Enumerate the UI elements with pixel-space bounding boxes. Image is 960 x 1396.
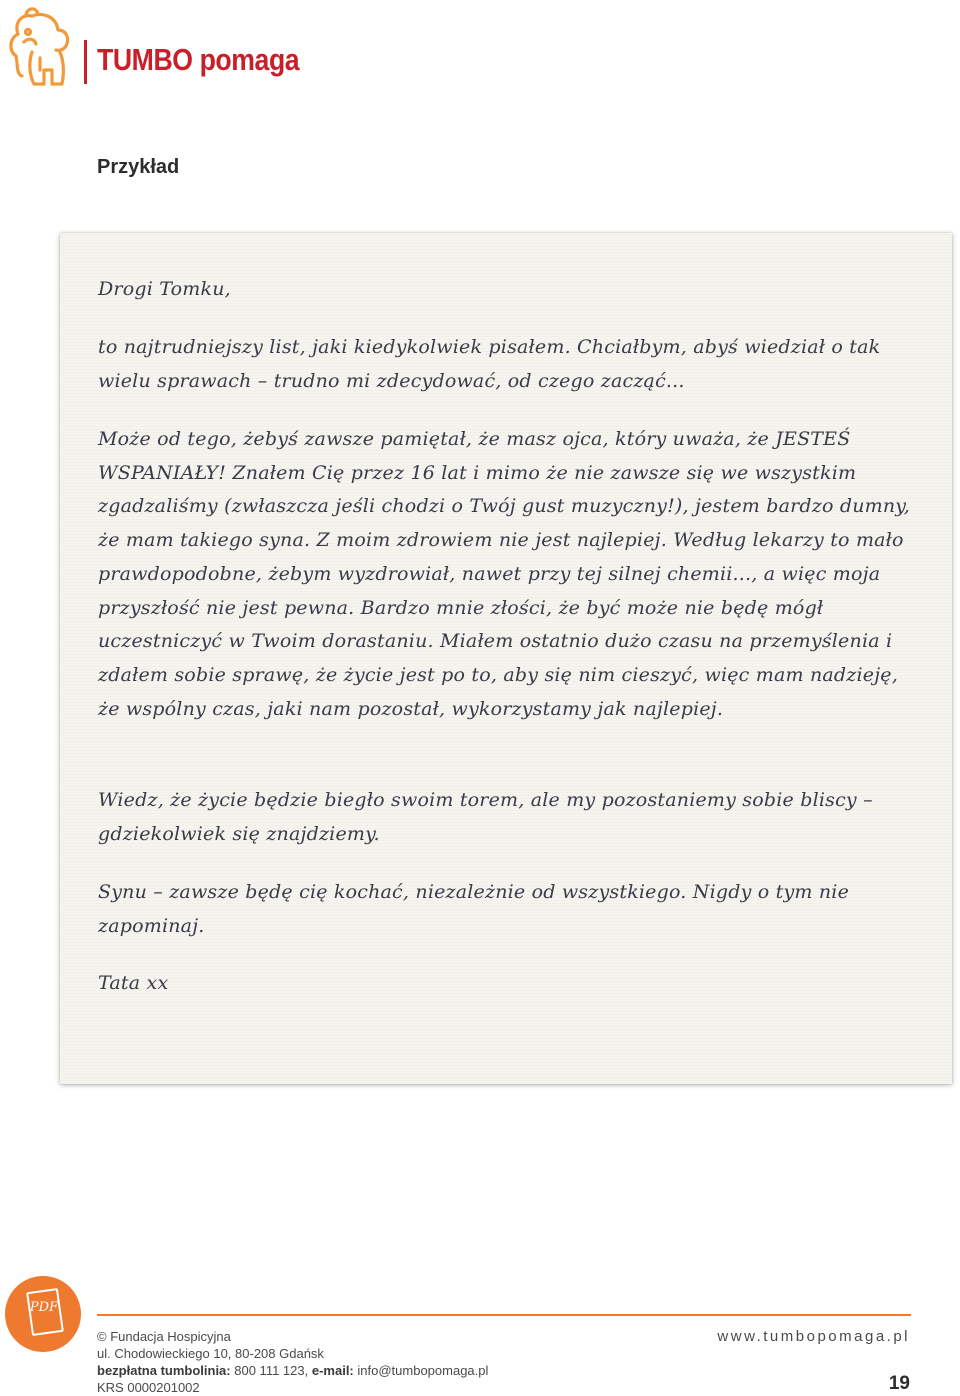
email-label: e-mail: — [311, 1363, 354, 1378]
footer-krs: KRS 0000201002 — [97, 1380, 200, 1395]
footer-copyright: © Fundacja Hospicyjna — [97, 1329, 231, 1344]
page-number: 19 — [888, 1373, 910, 1394]
pdf-icon[interactable] — [5, 1276, 81, 1352]
pdf-label: PDF — [29, 1300, 59, 1315]
brand-title[interactable]: TUMBO pomaga — [97, 42, 300, 77]
letter-paragraph-1: to najtrudniejszy list, jaki kiedykolwiek pisałem. Chciałbym, abyś wiedział o tak wielu sprawach – trudno mi zdecydować, od czego zacząć... — [98, 336, 881, 392]
footer-divider — [97, 1314, 911, 1316]
letter-paragraph-3: Wiedz, że życie będzie biegło swoim torem, ale my pozostaniemy sobie bliscy – gdziekolwiek się znajdziemy. — [98, 789, 873, 845]
page-title: Przykład — [97, 156, 180, 178]
footer-helpline-line — [97, 1362, 488, 1379]
letter-signature: Tata xx — [98, 972, 169, 994]
helpline-number[interactable]: 800 111 123, — [234, 1363, 309, 1378]
brand-divider — [84, 40, 87, 84]
elephant-logo-icon — [4, 4, 74, 88]
letter-paragraph-2: Może od tego, żebyś zawsze pamiętał, że masz ojca, który uważa, że JESTEŚ WSPANIAŁY! Znałem Cię przez 16 lat i mimo że nie zawsze się we wszystkim zgadzaliśmy (zwłaszcza jeśli chodzi o Twój gust muzyczny!), jestem bardzo dumny, że mam takiego syna. Z moim zdrowiem nie jest najlepiej. Według lekarzy to mało prawdopodobne, żebym wyzdrowiał, nawet przy tej silnej chemii..., a więc moja przyszłość nie jest pewna. Bardzo mnie złości, że być może nie będę mógł uczestniczyć w Twoim dorastaniu. Miałem ostatnio dużo czasu na przemyślenia i zdałem sobie sprawę, że życie jest po to, aby się nim cieszyć, więc mam nadzieję, że wspólny czas, jaki nam pozostał, wykorzystamy jak najlepiej. — [98, 428, 910, 720]
helpline-label: bezpłatna tumbolinia: — [97, 1363, 231, 1378]
letter-greeting: Drogi Tomku, — [98, 278, 231, 300]
letter-paragraph-4: Synu – zawsze będę cię kochać, niezależnie od wszystkiego. Nigdy o tym nie zapominaj. — [98, 881, 850, 937]
footer-email-link[interactable]: info@tumbopomaga.pl — [357, 1363, 489, 1378]
footer-website-link[interactable]: www.tumbopomaga.pl — [717, 1328, 910, 1345]
letter-card — [60, 233, 952, 1084]
footer-contact — [97, 1328, 488, 1396]
footer-address: ul. Chodowieckiego 10, 80-208 Gdańsk — [97, 1346, 324, 1361]
